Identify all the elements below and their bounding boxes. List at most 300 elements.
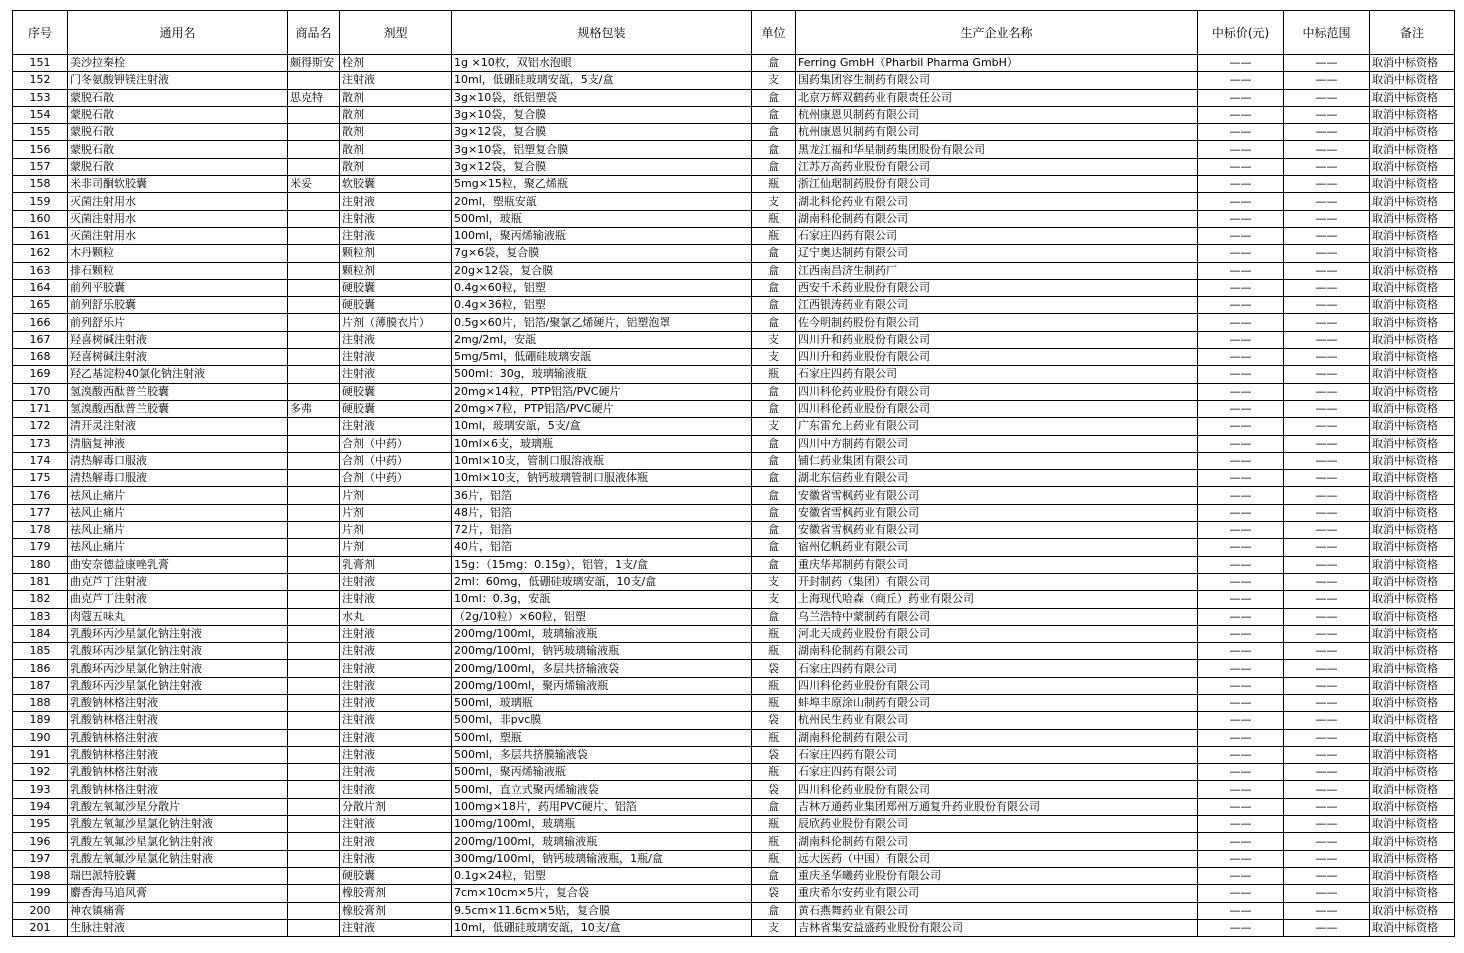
cell-brand-name (288, 366, 340, 383)
cell-unit: 支 (752, 349, 796, 366)
cell-spec-package: 500ml，直立式聚丙烯输液袋 (452, 781, 752, 798)
cell-serial: 176 (13, 487, 68, 504)
cell-bid-scope: —— (1284, 816, 1370, 833)
cell-spec-package: 100mg×18片，药用PVC硬片、铝箔 (452, 798, 752, 815)
cell-generic-name: 前列舒乐胶囊 (68, 297, 288, 314)
table-row (13, 55, 1455, 72)
cell-unit: 袋 (752, 712, 796, 729)
cell-serial: 189 (13, 712, 68, 729)
cell-manufacturer: 石家庄四药有限公司 (796, 366, 1198, 383)
cell-bid-price: —— (1198, 885, 1284, 902)
cell-generic-name: 乳酸环丙沙星氯化钠注射液 (68, 625, 288, 642)
cell-bid-price: —— (1198, 176, 1284, 193)
cell-manufacturer: 四川升和药业股份有限公司 (796, 349, 1198, 366)
cell-manufacturer: 杭州民生药业有限公司 (796, 712, 1198, 729)
table-row (13, 885, 1455, 902)
cell-unit: 盒 (752, 141, 796, 158)
cell-brand-name (288, 816, 340, 833)
cell-generic-name: 氢溴酸西酞普兰胶囊 (68, 383, 288, 400)
cell-spec-package: 500ml，玻璃瓶 (452, 694, 752, 711)
cell-bid-price: —— (1198, 556, 1284, 573)
cell-brand-name (288, 418, 340, 435)
table-row (13, 487, 1455, 504)
cell-spec-package: 40片，铝箔 (452, 539, 752, 556)
cell-brand-name (288, 746, 340, 763)
table-row (13, 643, 1455, 660)
table-row (13, 435, 1455, 452)
cell-brand-name (288, 867, 340, 884)
cell-dosage-form: 分散片剂 (340, 798, 452, 815)
cell-remarks: 取消中标资格 (1370, 764, 1455, 781)
cell-unit: 盒 (752, 124, 796, 141)
cell-remarks: 取消中标资格 (1370, 89, 1455, 106)
cell-serial: 151 (13, 55, 68, 72)
cell-serial: 198 (13, 867, 68, 884)
cell-bid-scope: —— (1284, 694, 1370, 711)
cell-bid-price: —— (1198, 625, 1284, 642)
cell-dosage-form: 注射液 (340, 729, 452, 746)
cell-spec-package: 7g×6袋，复合膜 (452, 245, 752, 262)
cell-dosage-form: 注射液 (340, 331, 452, 348)
cell-brand-name (288, 331, 340, 348)
cell-bid-scope: —— (1284, 435, 1370, 452)
cell-generic-name: 蒙脱石散 (68, 124, 288, 141)
cell-generic-name: 美沙拉秦栓 (68, 55, 288, 72)
cell-spec-package: 500ml，聚丙烯输液瓶 (452, 764, 752, 781)
cell-manufacturer: 石家庄四药有限公司 (796, 764, 1198, 781)
cell-dosage-form: 散剂 (340, 106, 452, 123)
cell-unit: 瓶 (752, 764, 796, 781)
cell-brand-name (288, 798, 340, 815)
cell-bid-price: —— (1198, 349, 1284, 366)
cell-bid-price: —— (1198, 210, 1284, 227)
cell-bid-price: —— (1198, 89, 1284, 106)
cell-manufacturer: 四川科伦药业股份有限公司 (796, 400, 1198, 417)
cell-dosage-form: 注射液 (340, 349, 452, 366)
table-row (13, 176, 1455, 193)
cell-unit: 瓶 (752, 176, 796, 193)
cell-brand-name (288, 141, 340, 158)
cell-remarks: 取消中标资格 (1370, 349, 1455, 366)
cell-bid-scope: —— (1284, 452, 1370, 469)
cell-bid-scope: —— (1284, 383, 1370, 400)
cell-bid-scope: —— (1284, 591, 1370, 608)
cell-unit: 盒 (752, 487, 796, 504)
cell-spec-package: 500ml，非pvc膜 (452, 712, 752, 729)
cell-brand-name (288, 573, 340, 590)
cell-generic-name: 羟乙基淀粉40氯化钠注射液 (68, 366, 288, 383)
cell-spec-package: 48片，铝箔 (452, 504, 752, 521)
cell-manufacturer: 北京万辉双鹤药业有限责任公司 (796, 89, 1198, 106)
cell-bid-scope: —— (1284, 677, 1370, 694)
cell-spec-package: 200mg/100ml，钠钙玻璃输液瓶 (452, 643, 752, 660)
cell-serial: 171 (13, 400, 68, 417)
cell-dosage-form: 散剂 (340, 158, 452, 175)
cell-brand-name (288, 919, 340, 936)
cell-bid-price: —— (1198, 400, 1284, 417)
cell-manufacturer: 四川升和药业股份有限公司 (796, 331, 1198, 348)
cell-serial: 178 (13, 522, 68, 539)
cell-remarks: 取消中标资格 (1370, 452, 1455, 469)
cell-brand-name (288, 106, 340, 123)
cell-serial: 183 (13, 608, 68, 625)
cell-spec-package: 3g×10袋，复合膜 (452, 106, 752, 123)
cell-generic-name: 排石颗粒 (68, 262, 288, 279)
cell-bid-price: —— (1198, 193, 1284, 210)
cell-serial: 181 (13, 573, 68, 590)
cell-dosage-form: 注射液 (340, 210, 452, 227)
header-remarks: 备注 (1370, 11, 1455, 55)
cell-serial: 191 (13, 746, 68, 763)
cell-serial: 162 (13, 245, 68, 262)
cell-brand-name (288, 643, 340, 660)
cell-manufacturer: 四川中方制药有限公司 (796, 435, 1198, 452)
cell-spec-package: 2mg/2ml，安瓿 (452, 331, 752, 348)
cell-bid-price: —— (1198, 141, 1284, 158)
cell-manufacturer: 杭州康恩贝制药有限公司 (796, 106, 1198, 123)
cell-remarks: 取消中标资格 (1370, 522, 1455, 539)
cell-dosage-form: 片剂 (340, 487, 452, 504)
cell-serial: 180 (13, 556, 68, 573)
cell-unit: 袋 (752, 885, 796, 902)
cell-remarks: 取消中标资格 (1370, 504, 1455, 521)
cell-generic-name: 蒙脱石散 (68, 106, 288, 123)
cell-bid-scope: —— (1284, 227, 1370, 244)
cell-spec-package: 200mg/100ml，聚丙烯输液瓶 (452, 677, 752, 694)
cell-unit: 盒 (752, 297, 796, 314)
cell-dosage-form: 合剂（中药） (340, 435, 452, 452)
cell-serial: 152 (13, 72, 68, 89)
cell-spec-package: 36片，铝箔 (452, 487, 752, 504)
cell-bid-scope: —— (1284, 660, 1370, 677)
cell-remarks: 取消中标资格 (1370, 331, 1455, 348)
table-row (13, 89, 1455, 106)
cell-generic-name: 乳酸环丙沙星氯化钠注射液 (68, 677, 288, 694)
cell-spec-package: 500ml，塑瓶 (452, 729, 752, 746)
cell-serial: 195 (13, 816, 68, 833)
cell-bid-price: —— (1198, 781, 1284, 798)
cell-dosage-form: 注射液 (340, 746, 452, 763)
cell-bid-price: —— (1198, 124, 1284, 141)
cell-bid-price: —— (1198, 902, 1284, 919)
cell-bid-price: —— (1198, 729, 1284, 746)
cell-spec-package: 0.4g×60粒，铝塑 (452, 279, 752, 296)
cell-generic-name: 蒙脱石散 (68, 89, 288, 106)
cell-unit: 袋 (752, 660, 796, 677)
cell-dosage-form: 合剂（中药） (340, 452, 452, 469)
cell-spec-package: 10ml，玻璃安瓿，5支/盒 (452, 418, 752, 435)
cell-brand-name (288, 297, 340, 314)
cell-serial: 164 (13, 279, 68, 296)
cell-bid-scope: —— (1284, 72, 1370, 89)
cell-spec-package: 200mg/100ml，玻璃输液瓶 (452, 625, 752, 642)
cell-spec-package: 500ml，玻瓶 (452, 210, 752, 227)
cell-unit: 支 (752, 331, 796, 348)
cell-dosage-form: 片剂 (340, 539, 452, 556)
cell-bid-price: —— (1198, 539, 1284, 556)
cell-unit: 盒 (752, 106, 796, 123)
cell-remarks: 取消中标资格 (1370, 400, 1455, 417)
cell-brand-name (288, 245, 340, 262)
cell-dosage-form: 注射液 (340, 677, 452, 694)
cell-manufacturer: 国药集团容生制药有限公司 (796, 72, 1198, 89)
cell-bid-scope: —— (1284, 55, 1370, 72)
cell-generic-name: 门冬氨酸钾镁注射液 (68, 72, 288, 89)
cell-brand-name (288, 556, 340, 573)
cell-serial: 156 (13, 141, 68, 158)
cell-unit: 盒 (752, 158, 796, 175)
cell-bid-scope: —— (1284, 106, 1370, 123)
cell-generic-name: 乳酸钠林格注射液 (68, 729, 288, 746)
cell-bid-price: —— (1198, 643, 1284, 660)
cell-generic-name: 瑞巴派特胶囊 (68, 867, 288, 884)
cell-manufacturer: 四川科伦药业股份有限公司 (796, 677, 1198, 694)
cell-bid-price: —— (1198, 418, 1284, 435)
cell-bid-scope: —— (1284, 798, 1370, 815)
cell-generic-name: 蒙脱石散 (68, 141, 288, 158)
cell-remarks: 取消中标资格 (1370, 712, 1455, 729)
cell-unit: 盒 (752, 539, 796, 556)
cell-manufacturer: 河北天成药业股份有限公司 (796, 625, 1198, 642)
table-row (13, 746, 1455, 763)
cell-generic-name: 祛风止痛片 (68, 539, 288, 556)
cell-generic-name: 曲安奈德益康唑乳膏 (68, 556, 288, 573)
cell-manufacturer: 安徽省雪枫药业有限公司 (796, 522, 1198, 539)
cell-dosage-form: 颗粒剂 (340, 262, 452, 279)
cell-serial: 161 (13, 227, 68, 244)
cell-bid-scope: —— (1284, 729, 1370, 746)
cell-manufacturer: 杭州康恩贝制药有限公司 (796, 124, 1198, 141)
cell-bid-scope: —— (1284, 487, 1370, 504)
cell-manufacturer: 湖北科伦药业有限公司 (796, 193, 1198, 210)
cell-serial: 159 (13, 193, 68, 210)
cell-generic-name: 乳酸环丙沙星氯化钠注射液 (68, 643, 288, 660)
cell-bid-scope: —— (1284, 176, 1370, 193)
cell-bid-price: —— (1198, 833, 1284, 850)
cell-remarks: 取消中标资格 (1370, 366, 1455, 383)
cell-unit: 盒 (752, 314, 796, 331)
table-row (13, 919, 1455, 936)
cell-remarks: 取消中标资格 (1370, 72, 1455, 89)
cell-generic-name: 前列舒乐片 (68, 314, 288, 331)
cell-bid-scope: —— (1284, 418, 1370, 435)
cell-remarks: 取消中标资格 (1370, 573, 1455, 590)
cell-unit: 支 (752, 591, 796, 608)
cell-spec-package: 3g×12袋，复合膜 (452, 124, 752, 141)
table-row (13, 141, 1455, 158)
cell-manufacturer: 重庆圣华曦药业股份有限公司 (796, 867, 1198, 884)
cell-unit: 瓶 (752, 677, 796, 694)
cell-manufacturer: 黄石燕舞药业有限公司 (796, 902, 1198, 919)
cell-brand-name (288, 764, 340, 781)
table-row (13, 729, 1455, 746)
cell-spec-package: 5mg/5ml，低硼硅玻璃安瓿 (452, 349, 752, 366)
cell-unit: 盒 (752, 383, 796, 400)
cell-serial: 184 (13, 625, 68, 642)
table-row (13, 660, 1455, 677)
cell-dosage-form: 软胶囊 (340, 176, 452, 193)
cell-generic-name: 木丹颗粒 (68, 245, 288, 262)
cell-brand-name (288, 833, 340, 850)
cell-bid-scope: —— (1284, 556, 1370, 573)
cell-dosage-form: 散剂 (340, 141, 452, 158)
cell-serial: 172 (13, 418, 68, 435)
table-row (13, 833, 1455, 850)
cell-manufacturer: 湖北东信药业有限公司 (796, 470, 1198, 487)
cell-unit: 盒 (752, 262, 796, 279)
table-row (13, 539, 1455, 556)
cell-brand-name (288, 383, 340, 400)
cell-generic-name: 前列平胶囊 (68, 279, 288, 296)
cell-bid-price: —— (1198, 245, 1284, 262)
cell-manufacturer: 西安千禾药业股份有限公司 (796, 279, 1198, 296)
cell-generic-name: 乳酸钠林格注射液 (68, 712, 288, 729)
table-row (13, 279, 1455, 296)
cell-bid-scope: —— (1284, 89, 1370, 106)
cell-remarks: 取消中标资格 (1370, 297, 1455, 314)
cell-remarks: 取消中标资格 (1370, 850, 1455, 867)
cell-spec-package: 2ml：60mg，低硼硅玻璃安瓿，10支/盒 (452, 573, 752, 590)
cell-manufacturer: 安徽省雪枫药业有限公司 (796, 504, 1198, 521)
cell-generic-name: 乳酸钠林格注射液 (68, 781, 288, 798)
cell-bid-scope: —— (1284, 504, 1370, 521)
cell-brand-name (288, 470, 340, 487)
cell-unit: 盒 (752, 435, 796, 452)
cell-generic-name: 乳酸环丙沙星氯化钠注射液 (68, 660, 288, 677)
cell-generic-name: 祛风止痛片 (68, 504, 288, 521)
cell-serial: 167 (13, 331, 68, 348)
cell-bid-scope: —— (1284, 349, 1370, 366)
cell-serial: 193 (13, 781, 68, 798)
cell-remarks: 取消中标资格 (1370, 487, 1455, 504)
cell-unit: 盒 (752, 556, 796, 573)
cell-remarks: 取消中标资格 (1370, 176, 1455, 193)
cell-serial: 175 (13, 470, 68, 487)
cell-dosage-form: 注射液 (340, 816, 452, 833)
cell-brand-name (288, 124, 340, 141)
cell-serial: 179 (13, 539, 68, 556)
cell-spec-package: 3g×10袋，铝塑复合膜 (452, 141, 752, 158)
cell-generic-name: 灭菌注射用水 (68, 193, 288, 210)
table-row (13, 608, 1455, 625)
table-row (13, 124, 1455, 141)
cell-unit: 盒 (752, 608, 796, 625)
cell-remarks: 取消中标资格 (1370, 798, 1455, 815)
cell-unit: 瓶 (752, 210, 796, 227)
cell-manufacturer: 湖南科伦制药有限公司 (796, 643, 1198, 660)
cell-bid-price: —— (1198, 106, 1284, 123)
cell-generic-name: 乳酸左氧氟沙星氯化钠注射液 (68, 816, 288, 833)
cell-remarks: 取消中标资格 (1370, 539, 1455, 556)
cell-brand-name (288, 712, 340, 729)
cell-remarks: 取消中标资格 (1370, 383, 1455, 400)
cell-bid-scope: —— (1284, 124, 1370, 141)
cell-manufacturer: 宿州亿帆药业有限公司 (796, 539, 1198, 556)
cell-bid-price: —— (1198, 816, 1284, 833)
cell-remarks: 取消中标资格 (1370, 210, 1455, 227)
table-body (13, 55, 1455, 937)
cell-spec-package: 0.1g×24粒，铝塑 (452, 867, 752, 884)
cell-serial: 160 (13, 210, 68, 227)
cell-serial: 157 (13, 158, 68, 175)
cell-bid-scope: —— (1284, 141, 1370, 158)
table-row (13, 331, 1455, 348)
cell-remarks: 取消中标资格 (1370, 694, 1455, 711)
cell-remarks: 取消中标资格 (1370, 902, 1455, 919)
table-row (13, 694, 1455, 711)
cell-brand-name (288, 435, 340, 452)
cell-remarks: 取消中标资格 (1370, 781, 1455, 798)
cell-remarks: 取消中标资格 (1370, 158, 1455, 175)
table-row (13, 72, 1455, 89)
cell-bid-scope: —— (1284, 643, 1370, 660)
cell-unit: 支 (752, 919, 796, 936)
cell-brand-name (288, 591, 340, 608)
cell-spec-package: 200mg/100ml，多层共挤输液袋 (452, 660, 752, 677)
cell-manufacturer: 安徽省雪枫药业有限公司 (796, 487, 1198, 504)
cell-dosage-form: 硬胶囊 (340, 400, 452, 417)
cell-dosage-form: 片剂 (340, 504, 452, 521)
cell-dosage-form: 注射液 (340, 919, 452, 936)
cell-dosage-form: 栓剂 (340, 55, 452, 72)
cell-bid-scope: —— (1284, 885, 1370, 902)
cell-serial: 177 (13, 504, 68, 521)
header-dosage-form: 剂型 (340, 11, 452, 55)
cell-unit: 瓶 (752, 625, 796, 642)
cell-brand-name (288, 487, 340, 504)
header-bid-scope: 中标范围 (1284, 11, 1370, 55)
cell-bid-price: —— (1198, 314, 1284, 331)
table-row (13, 816, 1455, 833)
cell-serial: 153 (13, 89, 68, 106)
table-header-row (13, 11, 1455, 55)
cell-serial: 182 (13, 591, 68, 608)
cell-dosage-form: 注射液 (340, 781, 452, 798)
cell-generic-name: 生脉注射液 (68, 919, 288, 936)
cell-remarks: 取消中标资格 (1370, 314, 1455, 331)
cell-manufacturer: 蚌埠丰原涂山制药有限公司 (796, 694, 1198, 711)
cell-remarks: 取消中标资格 (1370, 193, 1455, 210)
cell-brand-name (288, 193, 340, 210)
cell-generic-name: 肉蔻五味丸 (68, 608, 288, 625)
cell-bid-scope: —— (1284, 245, 1370, 262)
cell-bid-scope: —— (1284, 712, 1370, 729)
cell-unit: 盒 (752, 902, 796, 919)
cell-brand-name (288, 885, 340, 902)
cell-bid-scope: —— (1284, 833, 1370, 850)
table-row (13, 314, 1455, 331)
header-bid-price: 中标价(元) (1198, 11, 1284, 55)
cell-spec-package: 10ml：0.3g，安瓿 (452, 591, 752, 608)
cell-serial: 173 (13, 435, 68, 452)
cell-bid-scope: —— (1284, 867, 1370, 884)
cell-manufacturer: 湖南科伦制药有限公司 (796, 210, 1198, 227)
cell-serial: 200 (13, 902, 68, 919)
cell-manufacturer: 重庆希尔安药业有限公司 (796, 885, 1198, 902)
bid-result-sheet (12, 10, 1455, 937)
cell-unit: 盒 (752, 89, 796, 106)
table-row (13, 591, 1455, 608)
cell-brand-name (288, 660, 340, 677)
cell-unit: 袋 (752, 781, 796, 798)
cell-brand-name (288, 677, 340, 694)
cell-manufacturer: Ferring GmbH（Pharbil Pharma GmbH） (796, 55, 1198, 72)
cell-bid-price: —— (1198, 331, 1284, 348)
cell-brand-name (288, 522, 340, 539)
cell-spec-package: 500ml：30g，玻璃输液瓶 (452, 366, 752, 383)
cell-unit: 瓶 (752, 833, 796, 850)
cell-generic-name: 清热解毒口服液 (68, 470, 288, 487)
